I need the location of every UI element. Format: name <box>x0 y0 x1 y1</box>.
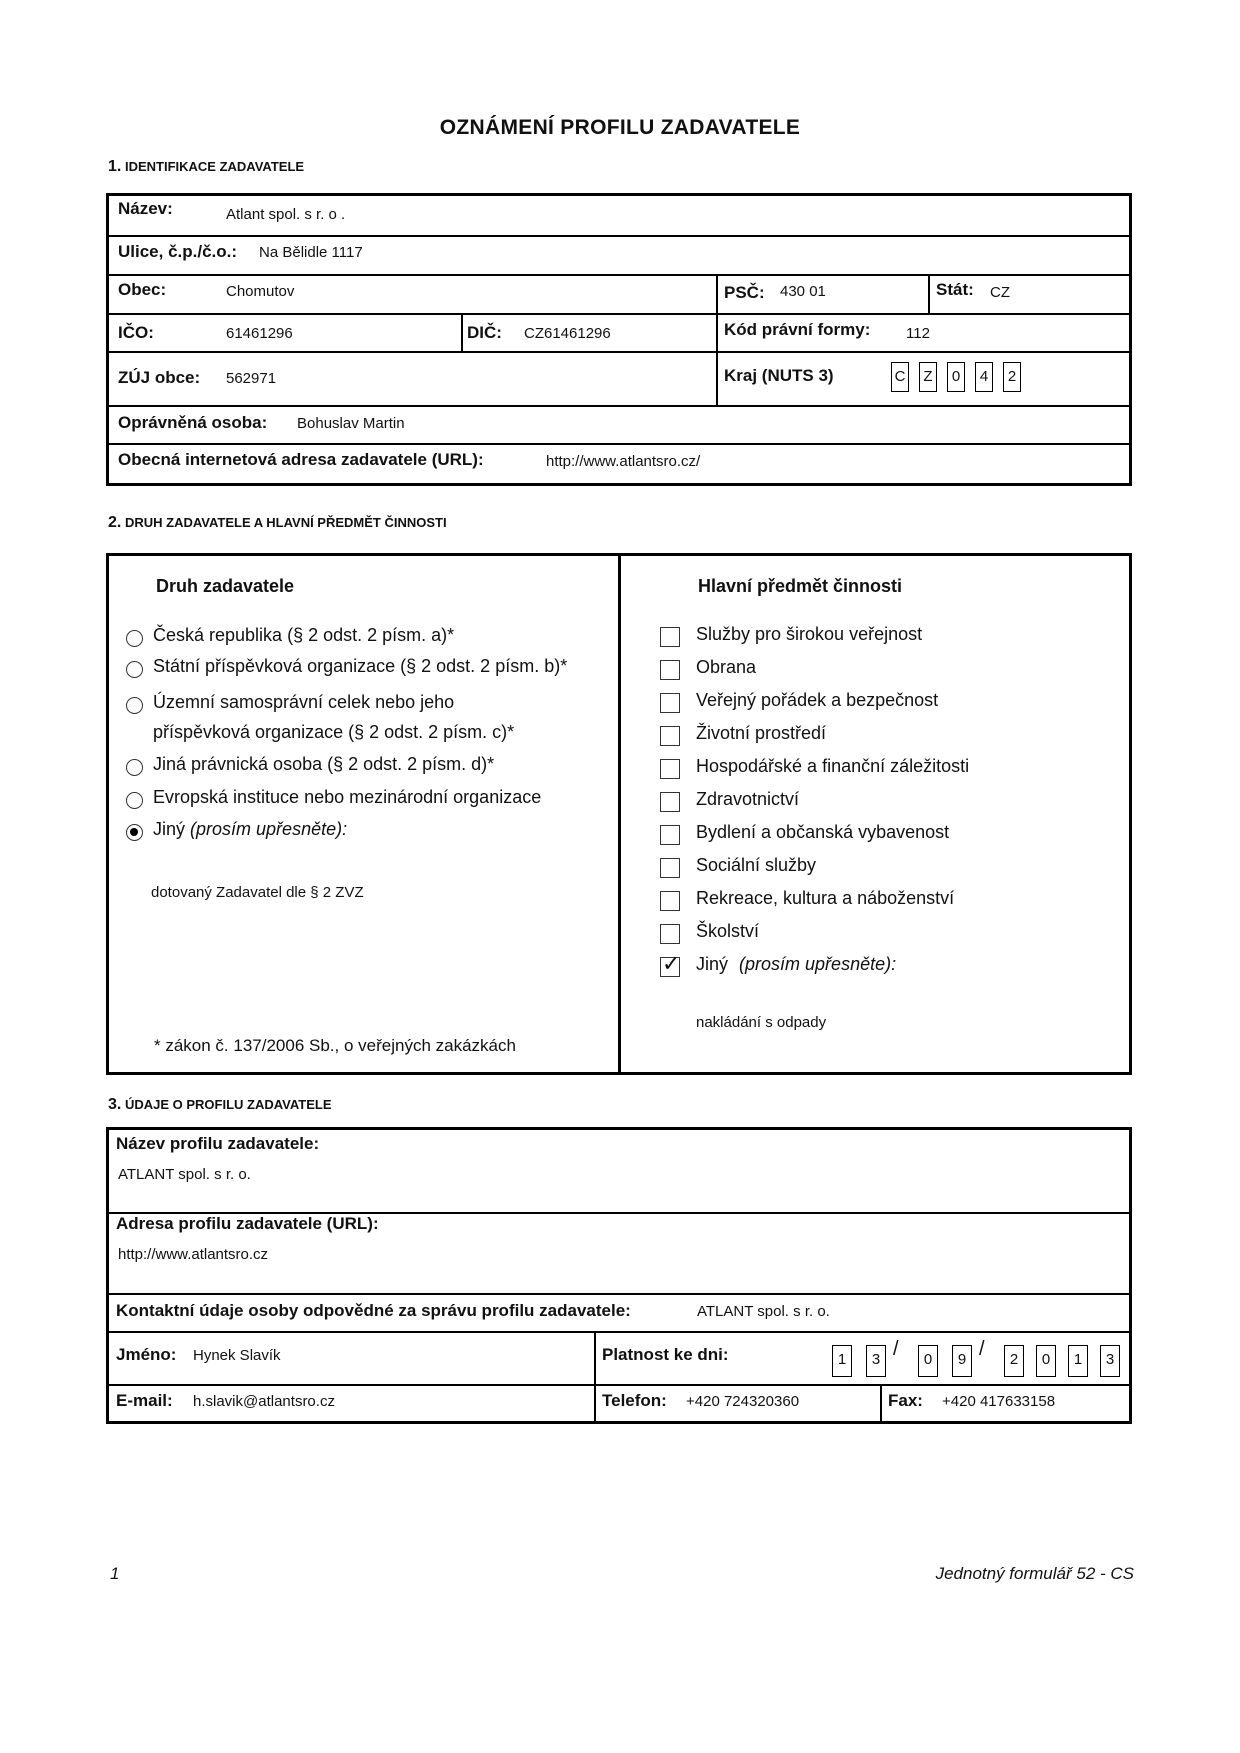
activity-heading: Hlavní předmět činnosti <box>698 576 903 596</box>
profile-table <box>106 1127 1132 1424</box>
checkbox-label: Sociální služby <box>696 855 817 875</box>
page-title: OZNÁMENÍ PROFILU ZADAVATELE <box>439 116 801 139</box>
radio-czech-republic[interactable] <box>126 630 143 647</box>
nazev-value: Atlant spol. s r. o . <box>226 206 346 223</box>
dic-label: DIČ: <box>467 323 502 342</box>
checkbox-label: Hospodářské a finanční záležitosti <box>696 756 970 776</box>
radio-label: Česká republika (§ 2 odst. 2 písm. a)* <box>153 625 455 645</box>
divider <box>108 351 1130 353</box>
divider <box>594 1332 596 1422</box>
date-year-box: 0 <box>1036 1345 1056 1377</box>
date-day-box: 1 <box>832 1345 852 1377</box>
checkbox-economic-affairs[interactable] <box>660 759 680 779</box>
fax-value: +420 417633158 <box>942 1393 1056 1410</box>
page-number: 1 <box>110 1564 120 1583</box>
checkbox-other-hint: (prosím upřesněte): <box>739 954 897 974</box>
radio-other-label: Jiný <box>153 819 186 839</box>
divider <box>108 274 1130 276</box>
kraj-char-box: 4 <box>975 362 993 392</box>
activity-other-value: nakládání s odpady <box>696 1014 827 1031</box>
platnost-label: Platnost ke dni: <box>602 1345 729 1364</box>
checkbox-health[interactable] <box>660 792 680 812</box>
date-separator: / <box>893 1338 899 1360</box>
checkbox-housing[interactable] <box>660 825 680 845</box>
checkbox-label: Rekreace, kultura a náboženství <box>696 888 955 908</box>
checkbox-other-label: Jiný <box>696 954 729 974</box>
checkbox-label: Bydlení a občanská vybavenost <box>696 822 950 842</box>
date-year-box: 3 <box>1100 1345 1120 1377</box>
law-footnote: * zákon č. 137/2006 Sb., o veřejných zakázkách <box>154 1036 516 1055</box>
osoba-value: Bohuslav Martin <box>297 415 405 432</box>
section2-heading <box>108 514 447 532</box>
divider <box>108 1331 1130 1333</box>
ulice-label: Ulice, č.p./č.o.: <box>118 242 238 261</box>
contact-label: Kontaktní údaje osoby odpovědné za správu profilu zadavatele: <box>116 1301 631 1320</box>
checkbox-label: Zdravotnictví <box>696 789 800 809</box>
section2-number: 2. <box>108 514 122 531</box>
obec-value: Chomutov <box>226 283 295 300</box>
radio-label-continued: příspěvková organizace (§ 2 odst. 2 písm. c)* <box>153 722 515 742</box>
telefon-label: Telefon: <box>602 1391 667 1410</box>
profile-url-value: http://www.atlantsro.cz <box>118 1246 269 1263</box>
kraj-char-box: 0 <box>947 362 965 392</box>
stat-label: Stát: <box>936 280 974 299</box>
radio-state-organization[interactable] <box>126 661 143 678</box>
divider <box>880 1385 882 1422</box>
date-month-box: 9 <box>952 1345 972 1377</box>
divider <box>108 1293 1130 1295</box>
radio-municipality[interactable] <box>126 697 143 714</box>
date-month-box: 0 <box>918 1345 938 1377</box>
divider <box>928 275 930 314</box>
divider <box>108 235 1130 237</box>
email-label: E-mail: <box>116 1391 173 1410</box>
checkbox-environment[interactable] <box>660 726 680 746</box>
psc-label: PSČ: <box>724 283 765 302</box>
ulice-value: Na Bělidle 1117 <box>259 244 363 261</box>
telefon-value: +420 724320360 <box>686 1393 800 1410</box>
kod-label: Kód právní formy: <box>724 320 871 339</box>
section1-heading <box>108 158 304 176</box>
section3-title: ÚDAJE O PROFILU ZADAVATELE <box>124 1097 332 1112</box>
divider <box>461 314 463 352</box>
jmeno-label: Jméno: <box>116 1345 177 1364</box>
checkbox-social-services[interactable] <box>660 858 680 878</box>
dic-value: CZ61461296 <box>524 325 611 342</box>
profile-name-label: Název profilu zadavatele: <box>116 1134 320 1153</box>
section3-heading <box>108 1096 332 1114</box>
checkbox-label: Veřejný pořádek a bezpečnost <box>696 690 939 710</box>
checkbox-label: Služby pro širokou veřejnost <box>696 624 923 644</box>
url-value: http://www.atlantsro.cz/ <box>546 453 701 470</box>
profile-name-value: ATLANT spol. s r. o. <box>118 1166 251 1183</box>
section2-title: DRUH ZADAVATELE A HLAVNÍ PŘEDMĚT ČINNOSTI <box>124 515 447 530</box>
checkbox-label <box>696 954 896 975</box>
checkbox-education[interactable] <box>660 924 680 944</box>
radio-other-selected[interactable] <box>126 824 143 841</box>
date-year-box: 2 <box>1004 1345 1024 1377</box>
checkbox-recreation[interactable] <box>660 891 680 911</box>
nazev-label: Název: <box>118 199 173 218</box>
stat-value: CZ <box>990 284 1010 301</box>
date-separator: / <box>979 1338 985 1360</box>
type-heading: Druh zadavatele <box>156 576 295 596</box>
url-label: Obecná internetová adresa zadavatele (URL): <box>118 450 484 469</box>
type-other-value: dotovaný Zadavatel dle § 2 ZVZ <box>151 884 364 901</box>
kraj-label: Kraj (NUTS 3) <box>724 366 834 385</box>
email-value: h.slavik@atlantsro.cz <box>193 1393 335 1410</box>
divider <box>618 555 621 1073</box>
checkbox-public-order[interactable] <box>660 693 680 713</box>
fax-label: Fax: <box>888 1391 923 1410</box>
zuj-label: ZÚJ obce: <box>118 368 201 387</box>
radio-european-institution[interactable] <box>126 792 143 809</box>
divider <box>108 405 1130 407</box>
divider <box>108 443 1130 445</box>
profile-url-label: Adresa profilu zadavatele (URL): <box>116 1214 379 1233</box>
checkbox-public-services[interactable] <box>660 627 680 647</box>
jmeno-value: Hynek Slavík <box>193 1347 281 1364</box>
radio-label <box>153 819 347 840</box>
radio-other-hint: (prosím upřesněte): <box>190 819 348 839</box>
form-identifier: Jednotný formulář 52 - CS <box>935 1564 1134 1583</box>
contact-value: ATLANT spol. s r. o. <box>697 1303 830 1320</box>
section1-number: 1. <box>108 158 122 175</box>
checkbox-defense[interactable] <box>660 660 680 680</box>
divider <box>108 313 1130 315</box>
ico-label: IČO: <box>118 323 154 342</box>
checkbox-label: Obrana <box>696 657 757 677</box>
radio-label: Evropská instituce nebo mezinárodní organizace <box>153 787 542 807</box>
psc-value: 430 01 <box>780 283 826 300</box>
kraj-char-box: Z <box>919 362 937 392</box>
kod-value: 112 <box>906 325 930 342</box>
checkbox-label: Školství <box>696 921 760 941</box>
obec-label: Obec: <box>118 280 167 299</box>
radio-label: Jiná právnická osoba (§ 2 odst. 2 písm. d)* <box>153 754 495 774</box>
kraj-char-box: C <box>891 362 909 392</box>
divider <box>716 275 718 406</box>
date-year-box: 1 <box>1068 1345 1088 1377</box>
radio-other-legal-entity[interactable] <box>126 759 143 776</box>
radio-label: Státní příspěvková organizace (§ 2 odst. 2 písm. b)* <box>153 656 568 676</box>
kraj-char-box: 2 <box>1003 362 1021 392</box>
section1-title: IDENTIFIKACE ZADAVATELE <box>124 159 305 174</box>
zuj-value: 562971 <box>226 370 277 387</box>
section3-number: 3. <box>108 1096 122 1113</box>
checkbox-label: Životní prostředí <box>696 723 827 743</box>
radio-label: Územní samosprávní celek nebo jeho <box>153 692 455 712</box>
divider <box>108 1384 1130 1386</box>
osoba-label: Oprávněná osoba: <box>118 413 268 432</box>
date-day-box: 3 <box>866 1345 886 1377</box>
ico-value: 61461296 <box>226 325 293 342</box>
checkbox-other-checked[interactable] <box>660 957 680 977</box>
